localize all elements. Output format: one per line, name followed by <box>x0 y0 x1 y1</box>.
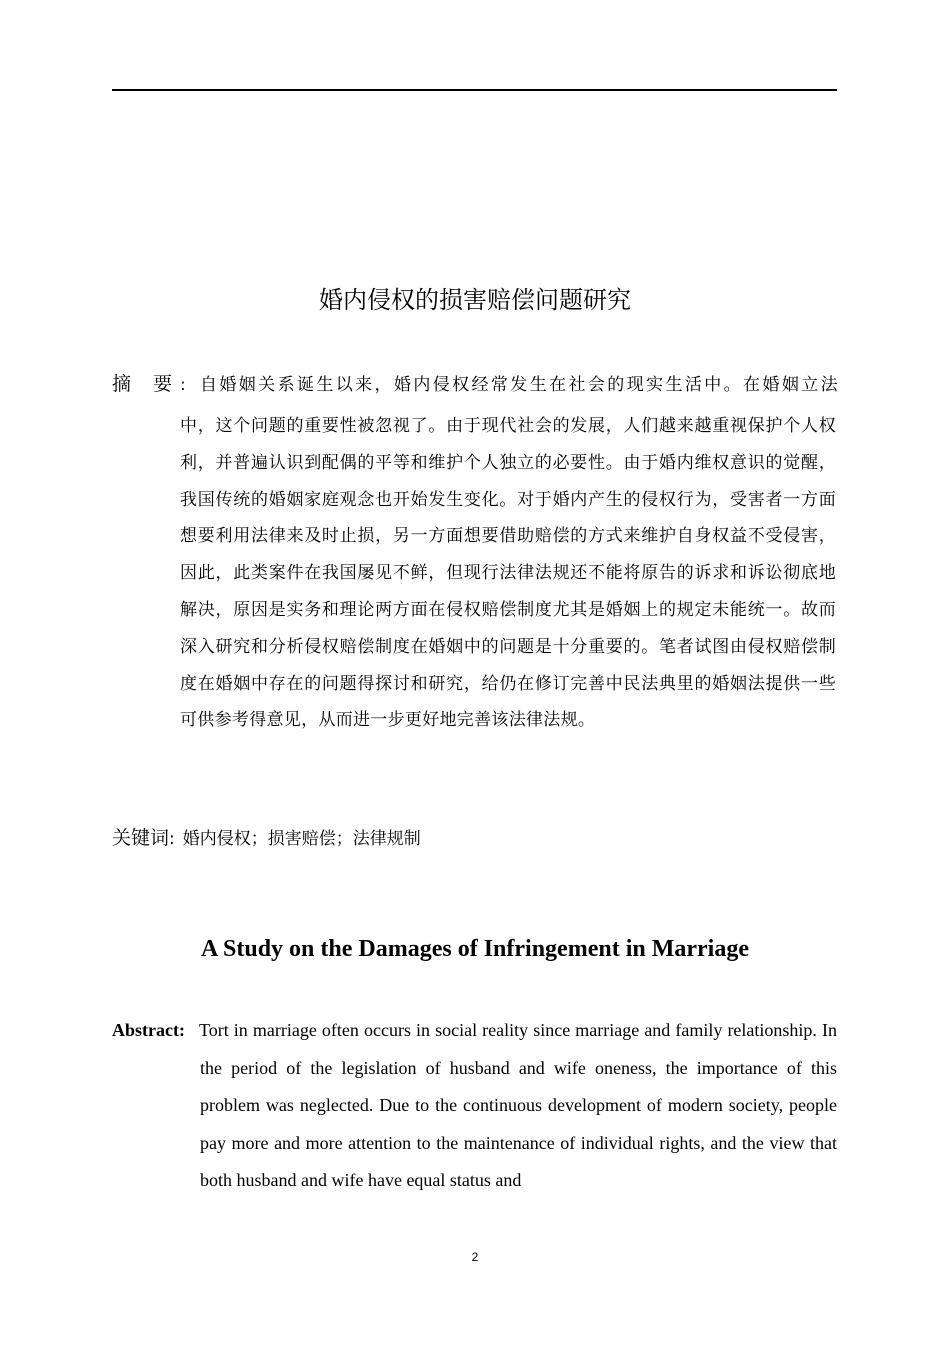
english-title: A Study on the Damages of Infringement in Marriage <box>201 936 749 962</box>
chinese-keywords-label: 关键词 <box>112 827 170 849</box>
english-abstract-label: Abstract: <box>112 1020 185 1040</box>
page-number: 2 <box>471 1250 479 1264</box>
chinese-abstract-colon: : <box>180 375 186 394</box>
english-abstract <box>112 1012 837 1200</box>
chinese-abstract-first-line <box>112 369 838 400</box>
chinese-keywords-list: 婚内侵权；损害赔偿；法律规制 <box>182 829 421 849</box>
chinese-keywords <box>112 823 838 854</box>
english-abstract-body: Tort in marriage often occurs in social reality since marriage and family relationship. In the period of the legislation of husband and wife oneness, the importance of this problem was neglected. Due to the continuous development of modern society, people pay more and more attention to the maintenance of individual rights, and the view that both husband and wife have equal status and <box>199 1020 837 1190</box>
chinese-abstract-label: 摘 要 <box>112 373 181 395</box>
chinese-title: 婚内侵权的损害赔偿问题研究 <box>319 286 631 314</box>
chinese-abstract-opening: 自婚姻关系诞生以来，婚内侵权经常发生在社会的现实生活中。在婚姻立法 <box>197 375 838 395</box>
chinese-abstract <box>112 369 838 739</box>
chinese-abstract-body: 中，这个问题的重要性被忽视了。由于现代社会的发展，人们越来越重视保护个人权利，并普遍认识到配偶的平等和维护个人独立的必要性。由于婚内维权意识的觉醒，我国传统的婚姻家庭观念也开始发生变化。对于婚内产生的侵权行为，受害者一方面想要利用法律来及时止损，另一方面想要借助赔偿的方式来维护自身权益不受侵害，因此，此类案件在我国屡见不鲜，但现行法律法规还不能将原告的诉求和诉讼彻底地解决，原因是实务和理论两方面在侵权赔偿制度尤其是婚姻上的规定未能统一。故而深入研究和分析侵权赔偿制度在婚姻中的问题是十分重要的。笔者试图由侵权赔偿制度在婚姻中存在的问题得探讨和研究，给仍在修订完善中民法典里的婚姻法提供一些可供参考得意见，从而进一步更好地完善该法律法规。 <box>180 416 836 731</box>
chinese-keywords-colon: : <box>169 829 175 849</box>
header-rule <box>112 89 837 91</box>
